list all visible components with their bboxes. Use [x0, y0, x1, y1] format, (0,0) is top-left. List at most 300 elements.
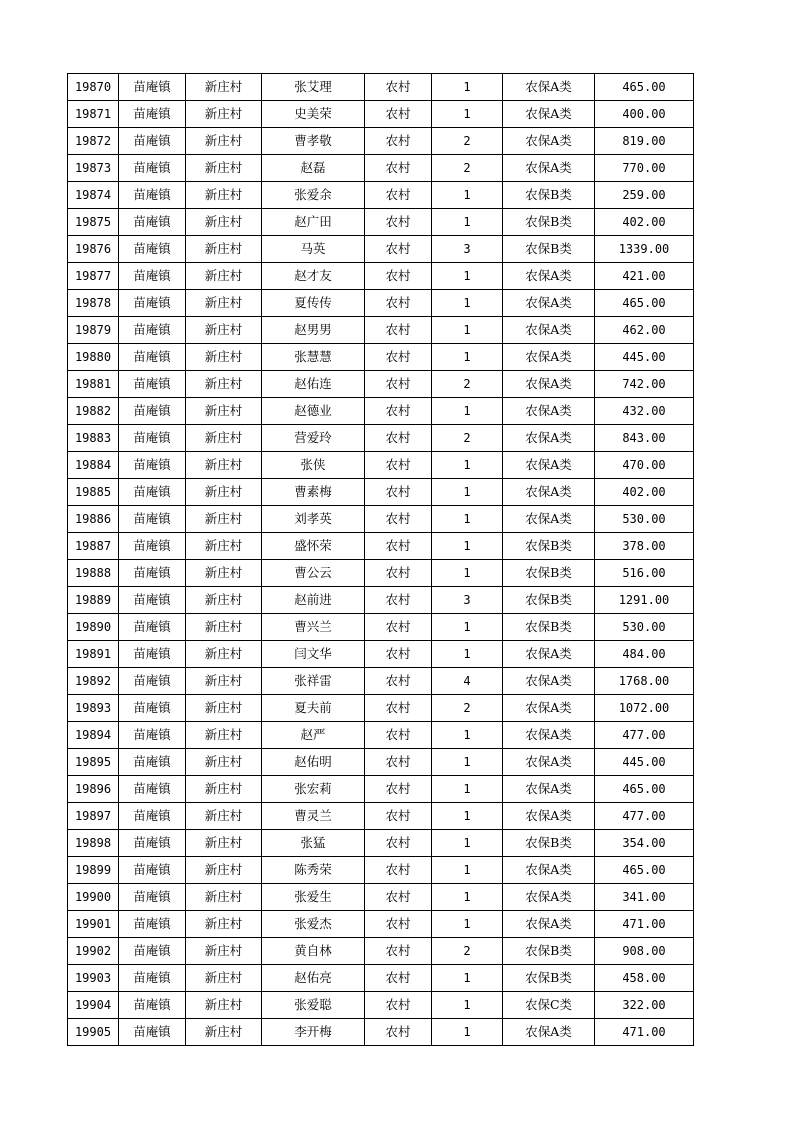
table-row [68, 533, 694, 560]
name-cell: 赵广田 [262, 209, 365, 236]
amount-cell: 908.00 [595, 938, 694, 965]
category-cell: 农保B类 [503, 830, 595, 857]
name-cell: 陈秀荣 [262, 857, 365, 884]
amount-cell: 471.00 [595, 911, 694, 938]
table-row [68, 830, 694, 857]
amount-cell: 354.00 [595, 830, 694, 857]
name-cell: 张侠 [262, 452, 365, 479]
village-cell: 新庄村 [186, 992, 262, 1019]
table-row [68, 992, 694, 1019]
category-cell: 农保B类 [503, 236, 595, 263]
name-cell: 赵磊 [262, 155, 365, 182]
category-cell: 农保B类 [503, 560, 595, 587]
table-row [68, 506, 694, 533]
name-cell: 张爱生 [262, 884, 365, 911]
row-id-cell: 19879 [68, 317, 119, 344]
name-cell: 营爱玲 [262, 425, 365, 452]
village-cell: 新庄村 [186, 371, 262, 398]
name-cell: 曹灵兰 [262, 803, 365, 830]
area-type-cell: 农村 [365, 263, 432, 290]
town-cell: 苗庵镇 [119, 911, 186, 938]
table-row [68, 452, 694, 479]
household-count-cell: 1 [432, 209, 503, 236]
amount-cell: 341.00 [595, 884, 694, 911]
village-cell: 新庄村 [186, 209, 262, 236]
household-count-cell: 1 [432, 398, 503, 425]
amount-cell: 819.00 [595, 128, 694, 155]
table-row [68, 749, 694, 776]
area-type-cell: 农村 [365, 911, 432, 938]
village-cell: 新庄村 [186, 749, 262, 776]
village-cell: 新庄村 [186, 857, 262, 884]
row-id-cell: 19892 [68, 668, 119, 695]
town-cell: 苗庵镇 [119, 182, 186, 209]
town-cell: 苗庵镇 [119, 128, 186, 155]
row-id-cell: 19882 [68, 398, 119, 425]
town-cell: 苗庵镇 [119, 668, 186, 695]
amount-cell: 470.00 [595, 452, 694, 479]
household-count-cell: 1 [432, 479, 503, 506]
row-id-cell: 19891 [68, 641, 119, 668]
town-cell: 苗庵镇 [119, 506, 186, 533]
table-row [68, 290, 694, 317]
area-type-cell: 农村 [365, 722, 432, 749]
area-type-cell: 农村 [365, 614, 432, 641]
town-cell: 苗庵镇 [119, 236, 186, 263]
category-cell: 农保A类 [503, 1019, 595, 1046]
table-row [68, 317, 694, 344]
name-cell: 黄自林 [262, 938, 365, 965]
household-count-cell: 1 [432, 614, 503, 641]
household-count-cell: 2 [432, 425, 503, 452]
amount-cell: 465.00 [595, 776, 694, 803]
name-cell: 曹素梅 [262, 479, 365, 506]
town-cell: 苗庵镇 [119, 749, 186, 776]
area-type-cell: 农村 [365, 668, 432, 695]
household-count-cell: 1 [432, 830, 503, 857]
name-cell: 赵佑亮 [262, 965, 365, 992]
table-row [68, 236, 694, 263]
row-id-cell: 19894 [68, 722, 119, 749]
town-cell: 苗庵镇 [119, 479, 186, 506]
table-row [68, 884, 694, 911]
category-cell: 农保A类 [503, 884, 595, 911]
area-type-cell: 农村 [365, 938, 432, 965]
category-cell: 农保A类 [503, 74, 595, 101]
village-cell: 新庄村 [186, 263, 262, 290]
village-cell: 新庄村 [186, 182, 262, 209]
town-cell: 苗庵镇 [119, 992, 186, 1019]
household-count-cell: 1 [432, 182, 503, 209]
area-type-cell: 农村 [365, 587, 432, 614]
area-type-cell: 农村 [365, 101, 432, 128]
amount-cell: 770.00 [595, 155, 694, 182]
table-row [68, 128, 694, 155]
household-count-cell: 1 [432, 911, 503, 938]
town-cell: 苗庵镇 [119, 263, 186, 290]
row-id-cell: 19905 [68, 1019, 119, 1046]
village-cell: 新庄村 [186, 803, 262, 830]
name-cell: 赵男男 [262, 317, 365, 344]
town-cell: 苗庵镇 [119, 1019, 186, 1046]
table-row [68, 155, 694, 182]
category-cell: 农保C类 [503, 992, 595, 1019]
row-id-cell: 19883 [68, 425, 119, 452]
area-type-cell: 农村 [365, 209, 432, 236]
village-cell: 新庄村 [186, 128, 262, 155]
town-cell: 苗庵镇 [119, 938, 186, 965]
household-count-cell: 1 [432, 290, 503, 317]
name-cell: 赵才友 [262, 263, 365, 290]
row-id-cell: 19881 [68, 371, 119, 398]
category-cell: 农保A类 [503, 506, 595, 533]
row-id-cell: 19887 [68, 533, 119, 560]
town-cell: 苗庵镇 [119, 533, 186, 560]
village-cell: 新庄村 [186, 560, 262, 587]
amount-cell: 530.00 [595, 506, 694, 533]
village-cell: 新庄村 [186, 1019, 262, 1046]
village-cell: 新庄村 [186, 290, 262, 317]
row-id-cell: 19903 [68, 965, 119, 992]
name-cell: 赵前进 [262, 587, 365, 614]
amount-cell: 378.00 [595, 533, 694, 560]
village-cell: 新庄村 [186, 425, 262, 452]
town-cell: 苗庵镇 [119, 857, 186, 884]
household-count-cell: 2 [432, 938, 503, 965]
area-type-cell: 农村 [365, 1019, 432, 1046]
name-cell: 张爱聪 [262, 992, 365, 1019]
household-count-cell: 1 [432, 74, 503, 101]
town-cell: 苗庵镇 [119, 641, 186, 668]
amount-cell: 402.00 [595, 209, 694, 236]
name-cell: 张爱杰 [262, 911, 365, 938]
row-id-cell: 19885 [68, 479, 119, 506]
table-row [68, 101, 694, 128]
area-type-cell: 农村 [365, 398, 432, 425]
town-cell: 苗庵镇 [119, 965, 186, 992]
row-id-cell: 19870 [68, 74, 119, 101]
area-type-cell: 农村 [365, 74, 432, 101]
row-id-cell: 19889 [68, 587, 119, 614]
table-row [68, 398, 694, 425]
name-cell: 史美荣 [262, 101, 365, 128]
household-count-cell: 1 [432, 641, 503, 668]
village-cell: 新庄村 [186, 452, 262, 479]
category-cell: 农保B类 [503, 614, 595, 641]
name-cell: 赵佑连 [262, 371, 365, 398]
area-type-cell: 农村 [365, 425, 432, 452]
household-count-cell: 1 [432, 992, 503, 1019]
amount-cell: 432.00 [595, 398, 694, 425]
area-type-cell: 农村 [365, 236, 432, 263]
village-cell: 新庄村 [186, 479, 262, 506]
category-cell: 农保A类 [503, 290, 595, 317]
area-type-cell: 农村 [365, 344, 432, 371]
amount-cell: 742.00 [595, 371, 694, 398]
amount-cell: 421.00 [595, 263, 694, 290]
village-cell: 新庄村 [186, 155, 262, 182]
area-type-cell: 农村 [365, 857, 432, 884]
row-id-cell: 19904 [68, 992, 119, 1019]
row-id-cell: 19884 [68, 452, 119, 479]
name-cell: 夏夫前 [262, 695, 365, 722]
table-row [68, 641, 694, 668]
town-cell: 苗庵镇 [119, 695, 186, 722]
category-cell: 农保A类 [503, 776, 595, 803]
category-cell: 农保B类 [503, 938, 595, 965]
household-count-cell: 2 [432, 128, 503, 155]
area-type-cell: 农村 [365, 533, 432, 560]
village-cell: 新庄村 [186, 965, 262, 992]
area-type-cell: 农村 [365, 695, 432, 722]
household-count-cell: 1 [432, 263, 503, 290]
category-cell: 农保B类 [503, 209, 595, 236]
category-cell: 农保A类 [503, 398, 595, 425]
household-count-cell: 2 [432, 371, 503, 398]
row-id-cell: 19875 [68, 209, 119, 236]
area-type-cell: 农村 [365, 749, 432, 776]
category-cell: 农保A类 [503, 479, 595, 506]
category-cell: 农保B类 [503, 182, 595, 209]
row-id-cell: 19899 [68, 857, 119, 884]
row-id-cell: 19902 [68, 938, 119, 965]
amount-cell: 402.00 [595, 479, 694, 506]
area-type-cell: 农村 [365, 560, 432, 587]
name-cell: 张猛 [262, 830, 365, 857]
table-row [68, 182, 694, 209]
amount-cell: 471.00 [595, 1019, 694, 1046]
amount-cell: 1339.00 [595, 236, 694, 263]
row-id-cell: 19893 [68, 695, 119, 722]
town-cell: 苗庵镇 [119, 776, 186, 803]
row-id-cell: 19872 [68, 128, 119, 155]
amount-cell: 445.00 [595, 344, 694, 371]
household-count-cell: 1 [432, 776, 503, 803]
row-id-cell: 19888 [68, 560, 119, 587]
village-cell: 新庄村 [186, 695, 262, 722]
household-count-cell: 1 [432, 533, 503, 560]
row-id-cell: 19897 [68, 803, 119, 830]
household-count-cell: 1 [432, 317, 503, 344]
category-cell: 农保A类 [503, 695, 595, 722]
amount-cell: 484.00 [595, 641, 694, 668]
category-cell: 农保A类 [503, 668, 595, 695]
village-cell: 新庄村 [186, 938, 262, 965]
household-count-cell: 1 [432, 560, 503, 587]
town-cell: 苗庵镇 [119, 344, 186, 371]
category-cell: 农保A类 [503, 452, 595, 479]
category-cell: 农保A类 [503, 803, 595, 830]
town-cell: 苗庵镇 [119, 425, 186, 452]
row-id-cell: 19874 [68, 182, 119, 209]
household-count-cell: 1 [432, 344, 503, 371]
name-cell: 张艾理 [262, 74, 365, 101]
table-row [68, 911, 694, 938]
area-type-cell: 农村 [365, 479, 432, 506]
name-cell: 李开梅 [262, 1019, 365, 1046]
village-cell: 新庄村 [186, 911, 262, 938]
name-cell: 闫文华 [262, 641, 365, 668]
town-cell: 苗庵镇 [119, 803, 186, 830]
town-cell: 苗庵镇 [119, 614, 186, 641]
amount-cell: 400.00 [595, 101, 694, 128]
category-cell: 农保A类 [503, 317, 595, 344]
amount-cell: 445.00 [595, 749, 694, 776]
row-id-cell: 19878 [68, 290, 119, 317]
amount-cell: 465.00 [595, 857, 694, 884]
table-body [68, 74, 694, 1046]
area-type-cell: 农村 [365, 965, 432, 992]
village-cell: 新庄村 [186, 317, 262, 344]
name-cell: 曹孝敬 [262, 128, 365, 155]
town-cell: 苗庵镇 [119, 290, 186, 317]
table-row [68, 560, 694, 587]
table-row [68, 209, 694, 236]
name-cell: 张爱余 [262, 182, 365, 209]
town-cell: 苗庵镇 [119, 317, 186, 344]
category-cell: 农保B类 [503, 587, 595, 614]
row-id-cell: 19880 [68, 344, 119, 371]
category-cell: 农保A类 [503, 128, 595, 155]
amount-cell: 477.00 [595, 803, 694, 830]
household-count-cell: 3 [432, 587, 503, 614]
town-cell: 苗庵镇 [119, 722, 186, 749]
household-count-cell: 1 [432, 965, 503, 992]
area-type-cell: 农村 [365, 290, 432, 317]
area-type-cell: 农村 [365, 452, 432, 479]
category-cell: 农保A类 [503, 263, 595, 290]
household-count-cell: 2 [432, 695, 503, 722]
area-type-cell: 农村 [365, 803, 432, 830]
town-cell: 苗庵镇 [119, 830, 186, 857]
household-count-cell: 3 [432, 236, 503, 263]
town-cell: 苗庵镇 [119, 371, 186, 398]
village-cell: 新庄村 [186, 533, 262, 560]
village-cell: 新庄村 [186, 641, 262, 668]
area-type-cell: 农村 [365, 506, 432, 533]
village-cell: 新庄村 [186, 506, 262, 533]
village-cell: 新庄村 [186, 776, 262, 803]
name-cell: 赵佑明 [262, 749, 365, 776]
village-cell: 新庄村 [186, 236, 262, 263]
name-cell: 张宏莉 [262, 776, 365, 803]
town-cell: 苗庵镇 [119, 155, 186, 182]
village-cell: 新庄村 [186, 101, 262, 128]
category-cell: 农保A类 [503, 911, 595, 938]
area-type-cell: 农村 [365, 776, 432, 803]
name-cell: 赵严 [262, 722, 365, 749]
household-count-cell: 1 [432, 101, 503, 128]
category-cell: 农保A类 [503, 344, 595, 371]
name-cell: 刘孝英 [262, 506, 365, 533]
amount-cell: 465.00 [595, 74, 694, 101]
data-table [67, 73, 694, 1046]
row-id-cell: 19871 [68, 101, 119, 128]
area-type-cell: 农村 [365, 884, 432, 911]
table-row [68, 1019, 694, 1046]
category-cell: 农保B类 [503, 533, 595, 560]
row-id-cell: 19877 [68, 263, 119, 290]
village-cell: 新庄村 [186, 722, 262, 749]
area-type-cell: 农村 [365, 371, 432, 398]
area-type-cell: 农村 [365, 317, 432, 344]
name-cell: 曹兴兰 [262, 614, 365, 641]
category-cell: 农保B类 [503, 965, 595, 992]
name-cell: 盛怀荣 [262, 533, 365, 560]
household-count-cell: 1 [432, 1019, 503, 1046]
table-row [68, 857, 694, 884]
table-row [68, 479, 694, 506]
amount-cell: 458.00 [595, 965, 694, 992]
row-id-cell: 19890 [68, 614, 119, 641]
category-cell: 农保A类 [503, 749, 595, 776]
town-cell: 苗庵镇 [119, 74, 186, 101]
row-id-cell: 19896 [68, 776, 119, 803]
category-cell: 农保A类 [503, 101, 595, 128]
area-type-cell: 农村 [365, 128, 432, 155]
area-type-cell: 农村 [365, 830, 432, 857]
category-cell: 农保A类 [503, 641, 595, 668]
village-cell: 新庄村 [186, 668, 262, 695]
table-row [68, 587, 694, 614]
category-cell: 农保A类 [503, 371, 595, 398]
amount-cell: 1768.00 [595, 668, 694, 695]
amount-cell: 1072.00 [595, 695, 694, 722]
table-row [68, 695, 694, 722]
amount-cell: 843.00 [595, 425, 694, 452]
area-type-cell: 农村 [365, 992, 432, 1019]
area-type-cell: 农村 [365, 155, 432, 182]
household-count-cell: 1 [432, 857, 503, 884]
town-cell: 苗庵镇 [119, 209, 186, 236]
amount-cell: 322.00 [595, 992, 694, 1019]
row-id-cell: 19901 [68, 911, 119, 938]
amount-cell: 530.00 [595, 614, 694, 641]
row-id-cell: 19898 [68, 830, 119, 857]
household-count-cell: 2 [432, 155, 503, 182]
town-cell: 苗庵镇 [119, 587, 186, 614]
household-count-cell: 1 [432, 803, 503, 830]
amount-cell: 462.00 [595, 317, 694, 344]
area-type-cell: 农村 [365, 182, 432, 209]
town-cell: 苗庵镇 [119, 101, 186, 128]
row-id-cell: 19895 [68, 749, 119, 776]
row-id-cell: 19873 [68, 155, 119, 182]
amount-cell: 1291.00 [595, 587, 694, 614]
village-cell: 新庄村 [186, 344, 262, 371]
town-cell: 苗庵镇 [119, 398, 186, 425]
table-row [68, 344, 694, 371]
table-row [68, 425, 694, 452]
row-id-cell: 19886 [68, 506, 119, 533]
table-row [68, 614, 694, 641]
household-count-cell: 4 [432, 668, 503, 695]
name-cell: 曹公云 [262, 560, 365, 587]
table-row [68, 722, 694, 749]
household-count-cell: 1 [432, 722, 503, 749]
table-row [68, 803, 694, 830]
table-row [68, 74, 694, 101]
household-count-cell: 1 [432, 506, 503, 533]
town-cell: 苗庵镇 [119, 560, 186, 587]
name-cell: 张慧慧 [262, 344, 365, 371]
village-cell: 新庄村 [186, 884, 262, 911]
name-cell: 夏传传 [262, 290, 365, 317]
town-cell: 苗庵镇 [119, 884, 186, 911]
table-row [68, 938, 694, 965]
table-row [68, 371, 694, 398]
table-row [68, 776, 694, 803]
